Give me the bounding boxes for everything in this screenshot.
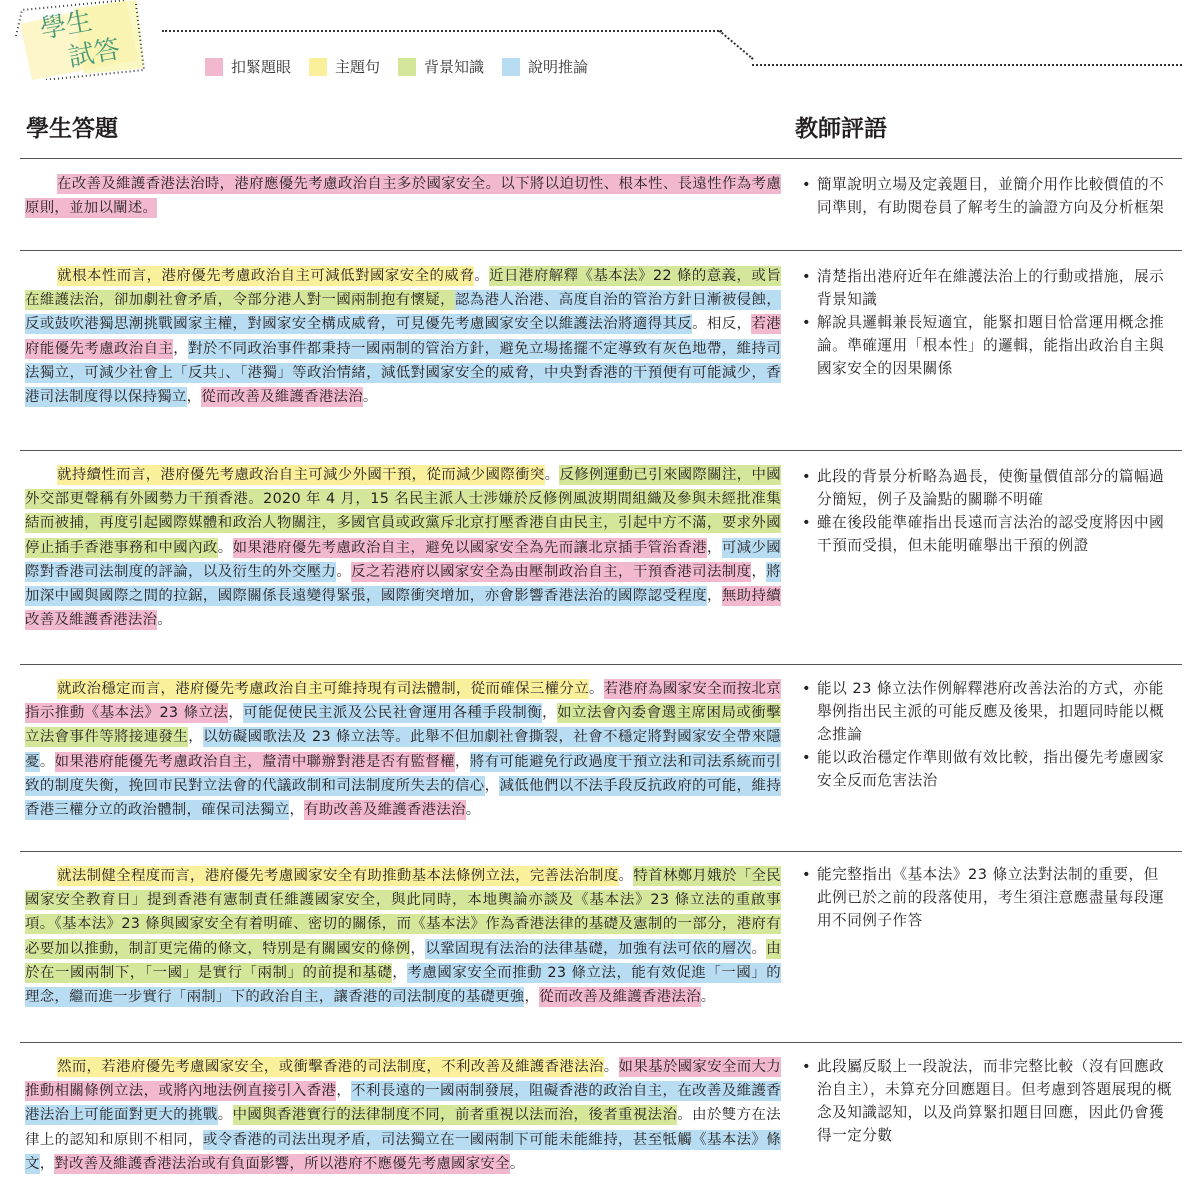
answer-paragraph (25, 1055, 781, 1176)
highlight-green: 如立法會內委會選主席困局或衝擊立法會事件等將接連發生 (25, 705, 781, 746)
comment-item: • 能完整指出《基本法》23 條立法對法制的重要，但此例已於之前的段落使用，考生須注意應盡量每段運用不同例子作答 (800, 863, 1172, 932)
highlight-pink: 從而改善及維護香港法治 (201, 389, 363, 406)
teacher-comments (800, 677, 1172, 792)
highlight-yellow: 就政治穩定而言，港府優先考慮政治自主可維持現有司法體制，從而確保三權分立 (57, 681, 589, 697)
legend-item (205, 56, 291, 77)
legend-swatch-blue (502, 58, 520, 76)
highlight-pink: 對改善及維護香港法治或有負面影響，所以港府不應優先考慮國家安全 (54, 1155, 510, 1172)
comment-item: • 簡單說明立場及定義題目，並簡介用作比較價值的不同準則，有助閱卷員了解考生的論證方向及分析框架 (800, 173, 1172, 219)
teacher-comment-heading: 教師評語 (795, 116, 887, 142)
highlight-blue: 對於不同政治事件都秉持一國兩制的管治方針，避免立場搖擺不定導致有灰色地帶，維持司法獨立，可減少社會上「反共」、「港獨」等政治情緒，減低對國家安全的威脅，中央對香港的干預便有可能減少，香港司法制度得以保持獨立 (25, 340, 781, 406)
answer-text: 。 (700, 989, 716, 1006)
section-divider (20, 450, 1182, 451)
highlight-blue: 以妨礙國歌法及 23 條立法等。此舉不但加劇社會撕裂，社會不穩定將對國家安全帶來隱憂 (25, 729, 781, 770)
answer-paragraph (25, 172, 781, 220)
answer-text: 。 (465, 802, 481, 819)
legend-swatch-pink (205, 58, 223, 76)
header-dotted-line-slant (719, 30, 754, 60)
answer-text: 。 (362, 389, 378, 406)
highlight-pink: 無助持續改善及維護香港法治 (25, 588, 781, 629)
highlight-blue: 將加深中國與國際之間的拉鋸，國際關係長遠變得緊張，國際衝突增加，亦會影響香港法治的國際認受程度 (25, 563, 781, 605)
highlight-green: 特首林鄭月娥於「全民國家安全教育日」提到香港有憲制責任維護國家安全，與此同時，本地輿論亦談及《基本法》23 條立法的重啟事項。《基本法》23 條與國家安全有着明確、密切的關係，而《基本法》作為香港法律的基礎及憲制的一部分，港府有必要加以推動，制訂更完備的條文，特別是有關國安的條例 (25, 868, 781, 957)
answer-text: 。 (217, 1107, 233, 1124)
section-divider (20, 158, 1182, 159)
answer-text: ， (186, 389, 202, 406)
legend-swatch-green (398, 58, 416, 76)
highlight-pink: 反之若港府以國家安全為由壓制政治自主，干預香港司法制度 (351, 563, 752, 580)
section-divider (20, 1042, 1182, 1043)
comment-item: • 此段的背景分析略為過長，使衡量價值部分的篇幅過分簡短，例子及論點的關聯不明確 (800, 465, 1172, 511)
answer-text: 。 (603, 1059, 619, 1075)
comment-item: • 清楚指出港府近年在維護法治上的行動或措施，展示背景知識 (800, 265, 1172, 311)
header-dotted-line-right (752, 64, 1182, 66)
answer-text: 。 (39, 753, 55, 770)
comment-item: • 解說具邏輯兼長短適宜，能緊扣題目恰當運用概念推論。準確運用「根本性」的邏輯，能指出政治自主與國家安全的因果關係 (800, 311, 1172, 380)
answer-text: ， (751, 563, 767, 580)
highlight-pink: 在改善及維護香港法治時，港府應優先考慮政治自主多於國家安全。以下將以迫切性、根本性、長遠性作為考慮原則，並加以闡述。 (25, 176, 781, 217)
legend-label: 說明推論 (528, 58, 589, 76)
answer-text: 。 (544, 467, 560, 483)
answer-text: 。 (618, 868, 634, 884)
section-divider (20, 664, 1182, 665)
highlight-green: 由於在一國兩制下，「一國」是實行「兩制」的前提和基礎 (25, 940, 781, 981)
page-header (0, 0, 1192, 92)
comment-item: • 此段屬反駁上一段說法，而非完整比較（沒有回應政治自主），未算充分回應題目。但考慮到答題展現的概念及知識認知，以及尚算緊扣題目回應，因此仍會獲得一定分數 (800, 1055, 1172, 1147)
highlight-blue: 或令香港的司法出現矛盾，司法獨立在一國兩制下可能未能維持，甚至牴觸《基本法》條文 (25, 1131, 782, 1172)
highlight-blue: 減低他們以不法手段反抗政府的可能，維持香港三權分立的政治體制，確保司法獨立 (25, 777, 781, 819)
answer-text: ， (542, 705, 558, 722)
answer-text: ， (410, 940, 426, 957)
answer-text: ， (289, 802, 305, 819)
answer-text: ， (228, 705, 244, 722)
answer-paragraph (25, 264, 781, 409)
highlight-blue: 認為港人治港、高度自治的管治方針日漸被侵蝕，反或鼓吹港獨思潮挑戰國家主權，對國家安全構成威脅，可見優先考慮國家安全以維護法治將適得其反 (25, 292, 782, 333)
highlight-blue: 可能促使民主派及公民社會運用各種手段制衡 (243, 705, 543, 722)
highlight-blue: 不利長遠的一國兩制發展，阻礙香港的政治自主，在改善及維護香港法治上可能面對更大的挑戰 (25, 1083, 781, 1124)
highlight-yellow: 就法制健全程度而言，港府優先考慮國家安全有助推動基本法條例立法，完善法治制度 (57, 868, 619, 884)
highlight-pink: 如果港府優先考慮政治自主，避免以國家安全為先而讓北京插手管治香港 (232, 539, 707, 556)
student-answer-heading: 學生答題 (26, 116, 118, 142)
highlight-pink: 如果港府能優先考慮政治自主，釐清中聯辦對港是否有監督權 (54, 753, 455, 770)
header-dotted-line-left (162, 30, 722, 32)
answer-text: 。 (336, 563, 352, 580)
answer-text: 。 (751, 940, 767, 957)
legend-label: 背景知識 (424, 58, 485, 76)
answer-text: 。 (157, 612, 172, 629)
highlight-blue: 考慮國家安全而推動 23 條立法，能有效促進「一國」的理念，繼而進一步實行「兩制」下的政治自主，讓香港的司法制度的基礎更強 (25, 964, 781, 1006)
answer-text: ， (173, 340, 189, 357)
highlight-yellow: 就根本性而言，港府優先考慮政治自主可減低對國家安全的威脅 (57, 268, 475, 284)
highlight-pink: 若港府能優先考慮政治自主 (25, 316, 781, 357)
comment-item: • 能以 23 條立法作例解釋港府改善法治的方式，亦能舉例指出民主派的可能反應及後果，扣題同時能以概念推論 (800, 677, 1172, 746)
badge-line1: 學生 (38, 6, 95, 45)
badge-line2: 試答 (66, 34, 123, 73)
answer-paragraph (25, 677, 781, 822)
answer-text: ， (392, 964, 408, 981)
legend-label: 扣緊題眼 (231, 58, 292, 76)
answer-text: ， (484, 777, 500, 794)
highlight-green: 反修例運動已引來國際關注，中國外交部更聲稱有外國勢力干預香港。2020 年 4 月，15 名民主派人士涉嫌於反修例風波期間組織及參與未經批准集結而被捕，再度引起國際媒體和政治人物關注，多國官員或政黨斥北京打壓香港自由民主，引起中方不滿，要求外國停止插手香港事務和中國內政 (25, 467, 781, 556)
answer-text: 。 (588, 681, 604, 697)
legend-label: 主題句 (335, 58, 381, 76)
answer-text: ， (706, 588, 722, 605)
teacher-comments (800, 265, 1172, 380)
answer-text: 。相反， (692, 316, 752, 333)
answer-text: ， (706, 539, 722, 556)
legend-swatch-yellow (309, 58, 327, 76)
highlight-pink: 有助改善及維護香港法治 (304, 802, 466, 819)
legend-item (502, 56, 588, 77)
highlight-blue: 以鞏固現有法治的法律基礎，加強有法可依的層次 (425, 940, 752, 957)
highlight-blue: 將有可能避免行政過度干預立法和司法系統而引致的制度失衡，挽回市民對立法會的代議政制和司法制度所失去的信心 (25, 753, 781, 794)
answer-text: ， (454, 753, 470, 770)
highlight-yellow: 然而，若港府優先考慮國家安全，或衝擊香港的司法制度，不利改善及維護香港法治 (57, 1059, 604, 1075)
answer-paragraph (25, 463, 781, 632)
teacher-comments (800, 1055, 1172, 1147)
highlight-blue: 可減少國際對香港司法制度的評論，以及衍生的外交壓力 (25, 539, 781, 580)
student-answer-badge (14, 0, 146, 80)
answer-text: ， (39, 1155, 55, 1172)
answer-text: 。 (509, 1155, 525, 1172)
highlight-legend (205, 56, 588, 77)
comment-item: • 能以政治穩定作準則做有效比較，指出優先考慮國家安全反而危害法治 (800, 746, 1172, 792)
teacher-comments (800, 173, 1172, 219)
section-divider (20, 851, 1182, 852)
legend-item (398, 56, 484, 77)
answer-text: 。由於雙方在法律上的認知和原則不相同， (25, 1107, 781, 1148)
answer-text: 。 (217, 539, 233, 556)
answer-text: 。 (474, 268, 490, 284)
answer-paragraph (25, 864, 781, 1009)
comment-item: • 雖在後段能準確指出長遠而言法治的認受度將因中國干預而受損，但未能明確舉出干預的例證 (800, 511, 1172, 557)
highlight-yellow: 就持續性而言，港府優先考慮政治自主可減少外國干預，從而減少國際衝突 (57, 467, 545, 483)
answer-text: ， (524, 989, 540, 1006)
highlight-green: 近日港府解釋《基本法》22 條的意義，或旨在維護法治，卻加劇社會矛盾，令部分港人對一國兩制抱有懷疑， (25, 268, 782, 309)
highlight-pink: 如果基於國家安全而大力推動相關條例立法，或將內地法例直接引入香港 (25, 1059, 781, 1100)
highlight-pink: 從而改善及維護香港法治 (539, 989, 701, 1006)
teacher-comments (800, 465, 1172, 557)
answer-text: ， (188, 729, 204, 746)
answer-text: ， (336, 1083, 352, 1100)
section-divider (20, 250, 1182, 251)
highlight-pink: 若港府為國家安全而按北京指示推動《基本法》23 條立法 (25, 681, 781, 722)
teacher-comments (800, 863, 1172, 932)
highlight-green: 中國與香港實行的法律制度不同，前者重視以法而治，後者重視法治 (232, 1107, 678, 1124)
legend-item (309, 56, 380, 77)
